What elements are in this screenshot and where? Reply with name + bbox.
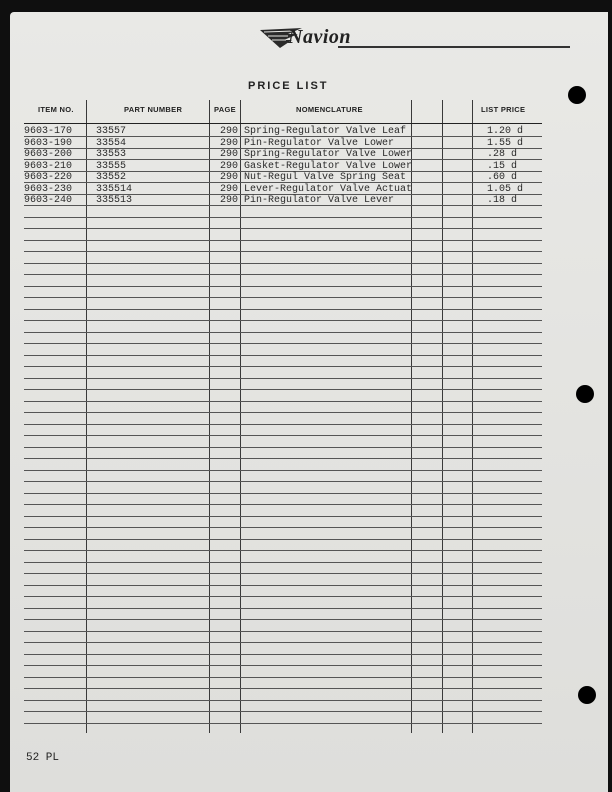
cell-page: 290 <box>220 172 239 183</box>
navion-logo <box>258 24 573 56</box>
row-rule <box>24 263 542 264</box>
row-rule <box>24 447 542 448</box>
row-rule <box>24 228 542 229</box>
row-rule <box>24 355 542 356</box>
cell-price: .60 d <box>487 172 518 183</box>
row-rule <box>24 665 542 666</box>
cell-price: 1.55 d <box>487 138 524 149</box>
row-rule <box>24 654 542 655</box>
row-rule <box>24 286 542 287</box>
cell-price: .18 d <box>487 195 518 206</box>
row-rule <box>24 435 542 436</box>
row-rule <box>24 470 542 471</box>
cell-name: Pin-Regulator Valve Lever <box>244 195 395 206</box>
row-rule <box>24 274 542 275</box>
row-rule <box>24 320 542 321</box>
row-rule <box>24 608 542 609</box>
cell-part: 33554 <box>96 138 127 149</box>
cell-price: .15 d <box>487 161 518 172</box>
cell-item: 9603-210 <box>24 161 73 172</box>
row-rule <box>24 504 542 505</box>
logo-text: Navion <box>288 26 351 48</box>
cell-page: 290 <box>220 138 239 149</box>
cell-price: 1.20 d <box>487 126 524 137</box>
row-rule <box>24 562 542 563</box>
cell-name: Gasket-Regulator Valve Lower <box>244 161 413 172</box>
row-rule <box>24 297 542 298</box>
cell-part: 33557 <box>96 126 127 137</box>
cell-part: 335513 <box>96 195 133 206</box>
page-number: 52 PL <box>26 752 60 764</box>
row-rule <box>24 688 542 689</box>
row-rule <box>24 240 542 241</box>
row-rule <box>24 481 542 482</box>
row-rule <box>24 631 542 632</box>
header-nomenclature: NOMENCLATURE <box>296 105 363 114</box>
cell-part: 33552 <box>96 172 127 183</box>
row-rule <box>24 527 542 528</box>
row-rule <box>24 378 542 379</box>
cell-part: 335514 <box>96 184 133 195</box>
cell-part: 33553 <box>96 149 127 160</box>
cell-name: Nut-Regul Valve Spring Seat <box>244 172 407 183</box>
header-page: PAGE <box>214 105 236 114</box>
row-rule <box>24 412 542 413</box>
binder-hole <box>568 86 586 104</box>
cell-name: Lever-Regulator Valve Actuat <box>244 184 413 195</box>
header-rule <box>24 123 542 124</box>
row-rule <box>24 585 542 586</box>
cell-page: 290 <box>220 126 239 137</box>
row-rule <box>24 677 542 678</box>
row-rule <box>24 539 542 540</box>
row-rule <box>24 596 542 597</box>
row-rule <box>24 217 542 218</box>
row-rule <box>24 493 542 494</box>
page-title: PRICE LIST <box>248 80 329 92</box>
row-rule <box>24 343 542 344</box>
cell-item: 9603-200 <box>24 149 73 160</box>
row-rule <box>24 711 542 712</box>
row-rule <box>24 516 542 517</box>
logo-underline <box>338 46 570 48</box>
cell-name: Spring-Regulator Valve Leaf <box>244 126 407 137</box>
cell-name: Spring-Regulator Valve Lower <box>244 149 413 160</box>
row-rule <box>24 642 542 643</box>
header-item-no: ITEM NO. <box>38 105 74 114</box>
cell-item: 9603-190 <box>24 138 73 149</box>
cell-price: 1.05 d <box>487 184 524 195</box>
row-rule <box>24 309 542 310</box>
binder-hole <box>576 385 594 403</box>
row-rule <box>24 424 542 425</box>
cell-item: 9603-170 <box>24 126 73 137</box>
cell-page: 290 <box>220 149 239 160</box>
row-rule <box>24 389 542 390</box>
cell-item: 9603-240 <box>24 195 73 206</box>
row-rule <box>24 619 542 620</box>
cell-page: 290 <box>220 195 239 206</box>
cell-page: 290 <box>220 161 239 172</box>
row-rule <box>24 251 542 252</box>
row-rule <box>24 723 542 724</box>
binder-hole <box>578 686 596 704</box>
header-list-price: LIST PRICE <box>481 105 526 114</box>
row-rule <box>24 332 542 333</box>
cell-page: 290 <box>220 184 239 195</box>
row-rule <box>24 700 542 701</box>
cell-item: 9603-220 <box>24 172 73 183</box>
row-rule <box>24 401 542 402</box>
row-rule <box>24 573 542 574</box>
cell-part: 33555 <box>96 161 127 172</box>
row-rule <box>24 550 542 551</box>
cell-price: .28 d <box>487 149 518 160</box>
cell-item: 9603-230 <box>24 184 73 195</box>
row-rule <box>24 366 542 367</box>
row-rule <box>24 458 542 459</box>
cell-name: Pin-Regulator Valve Lower <box>244 138 395 149</box>
header-part-number: PART NUMBER <box>124 105 183 114</box>
